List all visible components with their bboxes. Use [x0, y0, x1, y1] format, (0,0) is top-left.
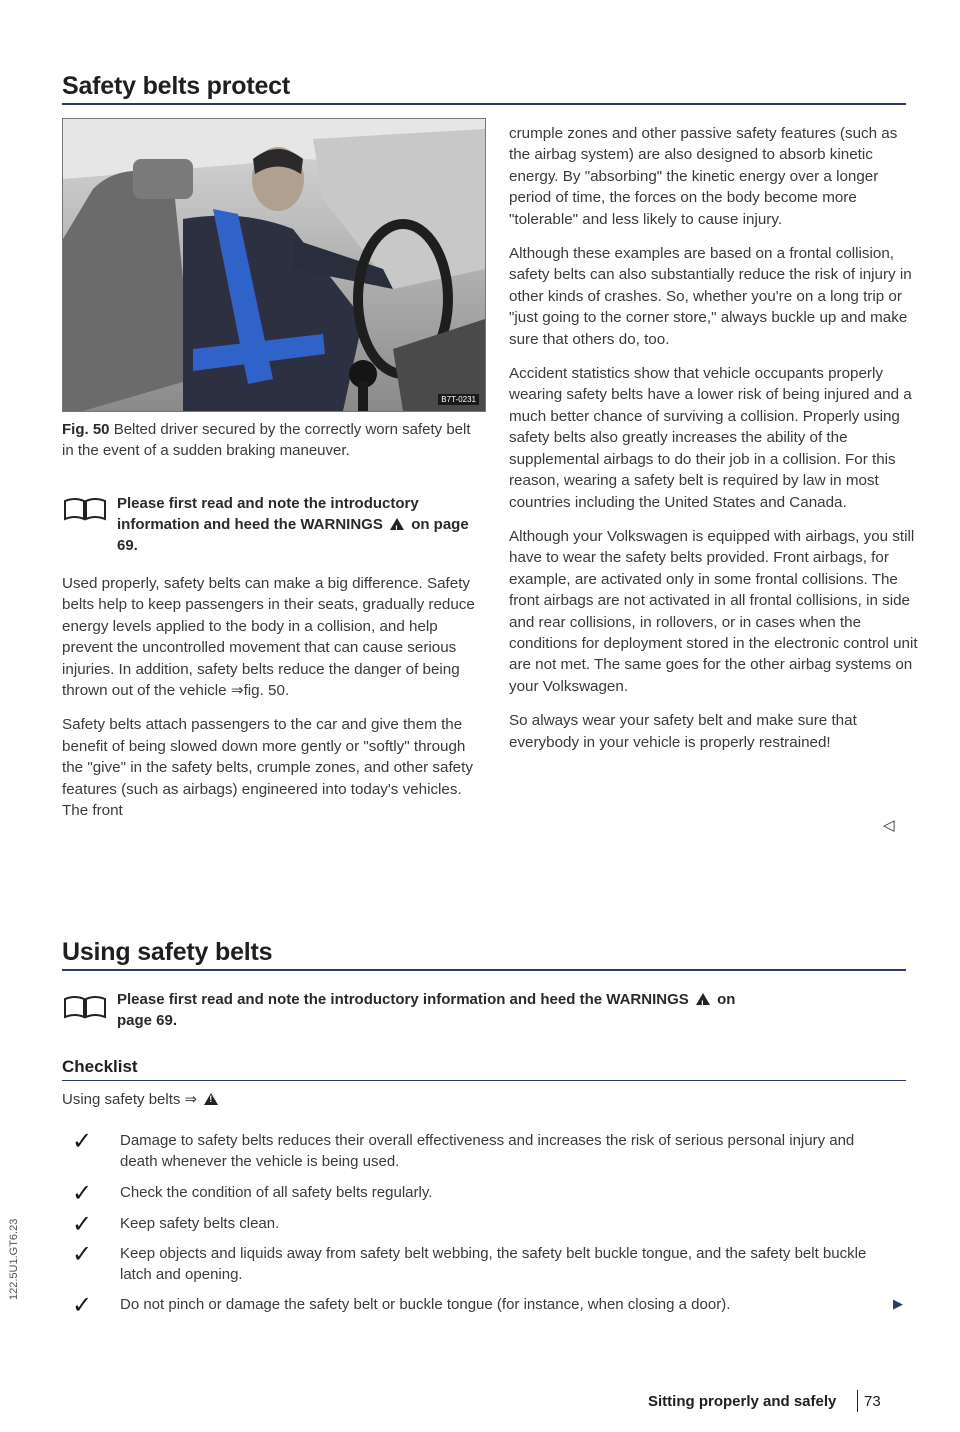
figure-caption-text: Belted driver secured by the correctly worn safety belt in the event of a sudden braking maneuver. [62, 421, 471, 459]
paragraph: Accident statistics show that vehicle occupants properly wearing safety belts have a lower risk of being injured and a much better chance of surviving a collision. Properly using safety belts also greatly increases the ability of the supplemental airbags to do their job in a collision. For this reason, wearing a safety belt is required by law in most countries including the United States and Canada. [509, 365, 912, 511]
side-code: 122.5U1.GT6.23 [8, 1218, 20, 1300]
figure-caption [62, 419, 486, 461]
page-number: 73 [864, 1393, 881, 1410]
note-intro-text: Please first read and note the introductory information and heed the WARNINGS [117, 991, 689, 1008]
book-icon [63, 993, 107, 1021]
check-icon: ✓ [72, 1291, 93, 1319]
checklist-intro-text: Using safety belts ⇒ [62, 1091, 198, 1108]
section-rule [62, 103, 906, 105]
check-icon: ✓ [72, 1179, 93, 1207]
paragraph: Used properly, safety belts can make a big difference. Safety belts help to keep passengers in their seats, gradually reduce energy levels applied to the body in a collision, and help prevent the uncontrolled movement that can cause serious injuries. In addition, safety belts reduce the danger of being thrown out of the vehicle ⇒fig. 50. [62, 575, 475, 700]
footer-chapter: Sitting properly and safely [648, 1393, 837, 1410]
section-title: Safety belts protect [62, 72, 291, 100]
check-icon: ✓ [72, 1210, 93, 1238]
checklist-intro [62, 1090, 221, 1108]
figure-number: Fig. 50 [62, 421, 110, 438]
right-column [509, 123, 919, 766]
paragraph: Although these examples are based on a frontal collision, safety belts can also substantially reduce the risk of injury in other kinds of crashes. So, whether you're on a long trip or "just going to the corner store," always buckle up and make sure that others do, too. [509, 245, 912, 348]
footer-divider [857, 1390, 858, 1412]
warning-icon [696, 993, 710, 1005]
check-icon: ✓ [72, 1240, 93, 1268]
checklist-item: Do not pinch or damage the safety belt or buckle tongue (for instance, when closing a door). [120, 1296, 731, 1313]
checklist-item: Keep safety belts clean. [120, 1215, 280, 1232]
note-intro [117, 989, 877, 1031]
check-icon: ✓ [72, 1127, 93, 1155]
note-intro [117, 493, 485, 556]
checklist-item: Keep objects and liquids away from safety belt webbing, the safety belt buckle tongue, and the safety belt buckle latch and opening. [120, 1245, 867, 1283]
section-rule [62, 969, 906, 971]
checklist-item: Damage to safety belts reduces their overall effectiveness and increases the risk of serious personal injury and death whenever the vehicle is being used. [120, 1132, 855, 1170]
warning-icon [390, 518, 404, 530]
figure-image [62, 118, 486, 412]
continue-arrow-icon: ▶ [893, 1296, 903, 1311]
note-intro-on: on [717, 991, 736, 1008]
left-column [62, 573, 486, 834]
note-intro-page[interactable]: page 69. [117, 1012, 178, 1029]
figure-id-label: B7T-0231 [438, 394, 479, 405]
section-title: Using safety belts [62, 938, 273, 966]
end-marker-icon: ◁ [883, 817, 895, 834]
note-intro-page[interactable]: on page 69. [117, 516, 469, 554]
checklist-item: Check the condition of all safety belts regularly. [120, 1184, 433, 1201]
paragraph: Safety belts attach passengers to the car and give them the benefit of being slowed down more gently or "softly" through the "give" in the safety belts, crumple zones, and other safety features (such as airbags) engineered into today's vehicles. The front [62, 716, 473, 820]
checklist-rule [62, 1080, 906, 1081]
paragraph: So always wear your safety belt and make sure that everybody in your vehicle is properly restrained! [509, 712, 857, 751]
paragraph: crumple zones and other passive safety features (such as the airbag system) are also designed to absorb kinetic energy. By "absorbing" the kinetic energy over a longer period of time, the forces on the body become more "tolerable" and less likely to cause injury. [509, 125, 898, 228]
book-icon [63, 495, 107, 523]
paragraph: Although your Volkswagen is equipped with airbags, you still have to wear the safety belts provided. Front airbags, for example, are activated only in some frontal collisions. The front airbags are not activated in all frontal collisions, in side and rear collisions, in rollovers, or in cases when the conditions for deployment stored in the electronic control unit are not met. The same goes for the other airbag systems on your Volkswagen. [509, 527, 918, 695]
warning-icon [204, 1093, 218, 1105]
driver-illustration [63, 119, 485, 411]
checklist-heading: Checklist [62, 1057, 138, 1076]
note-intro-text: Please first read and note the introductory information and heed the WARNINGS [117, 495, 419, 533]
